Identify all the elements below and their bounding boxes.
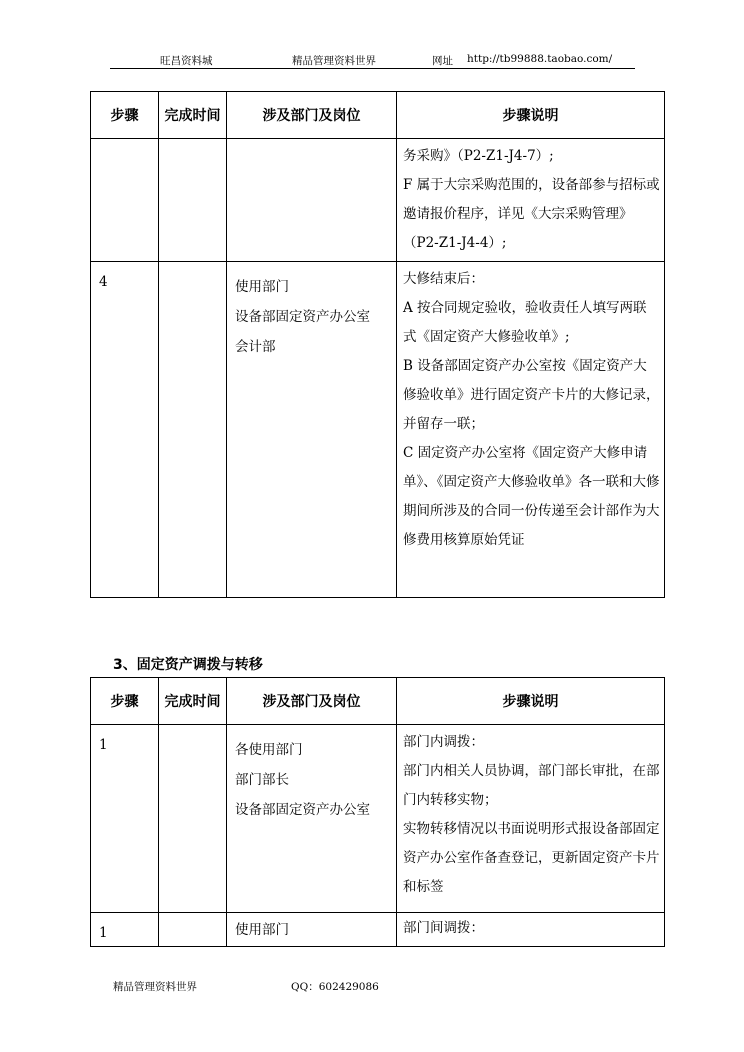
header-world-name: 精品管理资料世界: [292, 55, 376, 67]
procedure-table-1: [90, 91, 665, 598]
desc-line: 实物转移情况以书面说明形式报设备部固定资产办公室作备查登记，更新固定资产卡片和标签: [403, 821, 660, 895]
desc-cell: [397, 139, 665, 262]
dept-cell: [227, 262, 397, 598]
footer-world-name: 精品管理资料世界: [113, 981, 197, 993]
dept-line: 设备部固定资产办公室: [235, 802, 370, 818]
desc-cell: [397, 725, 665, 913]
dept-line: 使用部门: [235, 279, 289, 295]
col-header-dept: 涉及部门及岗位: [227, 92, 397, 139]
table-row: [91, 725, 665, 913]
desc-cell: [397, 262, 665, 598]
dept-line: 使用部门: [235, 922, 289, 938]
header-divider: [110, 68, 635, 69]
desc-line: A 按合同规定验收，验收责任人填写两联式《固定资产大修验收单》;: [403, 300, 647, 345]
header-shop-name: 旺昌资料城: [160, 55, 213, 67]
dept-line: 各使用部门: [235, 742, 303, 758]
desc-line: B 设备部固定资产办公室按《固定资产大修验收单》进行固定资产卡片的大修记录，并留存一联；: [403, 358, 660, 432]
table-row: [91, 262, 665, 598]
header-url-link[interactable]: http://tb99888.taobao.com/: [467, 53, 613, 65]
step-cell: 1: [91, 725, 159, 913]
time-cell: [159, 725, 227, 913]
time-cell: [159, 913, 227, 947]
step-cell: 1: [91, 913, 159, 947]
desc-cell: [397, 913, 665, 947]
col-header-time: 完成时间: [159, 92, 227, 139]
dept-line: 会计部: [235, 339, 276, 355]
desc-line: 部门间调拨：: [403, 920, 484, 936]
section-title: 3、固定资产调拨与转移: [113, 657, 263, 673]
time-cell: [159, 262, 227, 598]
desc-line: 务采购》（P2-Z1-J4-7）;: [403, 148, 554, 164]
col-header-dept: 涉及部门及岗位: [227, 678, 397, 725]
desc-line: C 固定资产办公室将《固定资产大修申请单》、《固定资产大修验收单》各一联和大修期间所涉及的合同一份传递至会计部作为大修费用核算原始凭证: [403, 445, 660, 548]
desc-line: 部门内相关人员协调，部门部长审批，在部门内转移实物；: [403, 763, 660, 808]
col-header-step: 步骤: [91, 678, 159, 725]
col-header-step: 步骤: [91, 92, 159, 139]
col-header-desc: 步骤说明: [397, 678, 665, 725]
dept-cell: [227, 913, 397, 947]
step-cell: [91, 139, 159, 262]
dept-cell: [227, 725, 397, 913]
desc-line: F 属于大宗采购范围的，设备部参与招标或邀请报价程序，详见《大宗采购管理》（P2-Z1-J4-4）;: [403, 177, 660, 251]
table-header-row: [91, 92, 665, 139]
col-header-time: 完成时间: [159, 678, 227, 725]
dept-line: 设备部固定资产办公室: [235, 309, 370, 325]
footer-qq: QQ：602429086: [291, 981, 379, 993]
col-header-desc: 步骤说明: [397, 92, 665, 139]
desc-line: 部门内调拨：: [403, 734, 484, 750]
desc-line: 大修结束后：: [403, 271, 484, 287]
procedure-table-2: [90, 677, 665, 947]
step-cell: 4: [91, 262, 159, 598]
dept-line: 部门部长: [235, 772, 289, 788]
header-url-label: 网址: [432, 55, 453, 67]
table-row: [91, 913, 665, 947]
table-header-row: [91, 678, 665, 725]
dept-cell: [227, 139, 397, 262]
table-row: [91, 139, 665, 262]
time-cell: [159, 139, 227, 262]
